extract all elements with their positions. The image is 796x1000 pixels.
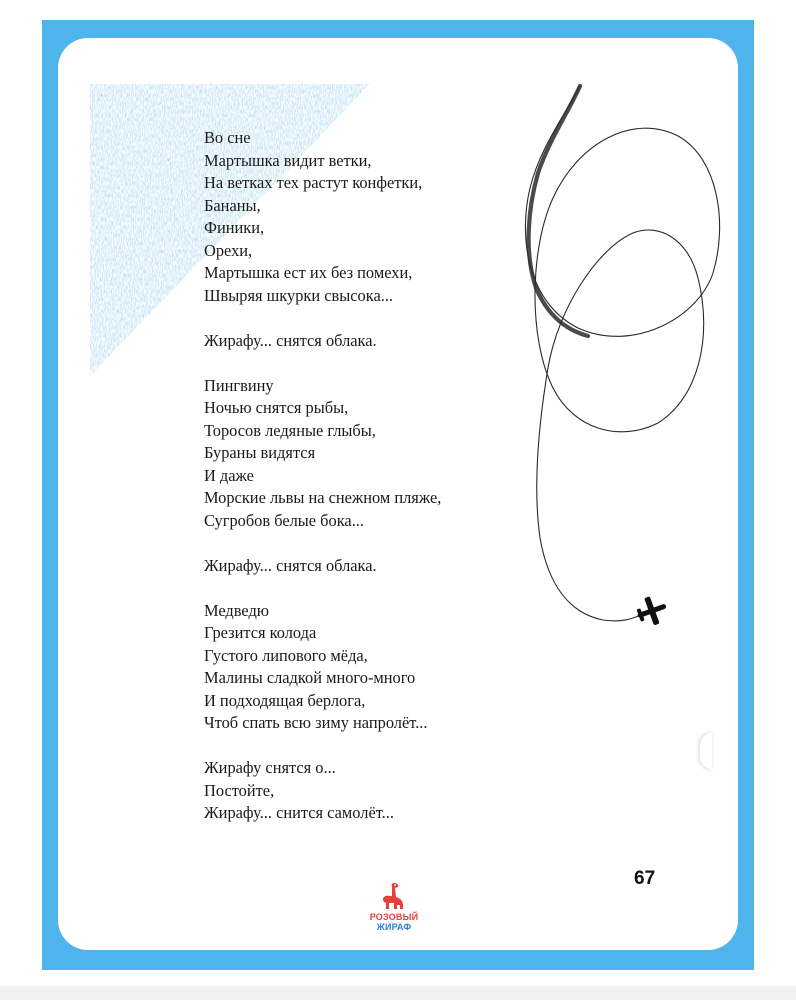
poem-line: Постойте, xyxy=(204,780,275,800)
page-number: 67 xyxy=(634,868,656,889)
poem-stanza xyxy=(204,127,584,307)
giraffe-logo-icon xyxy=(380,881,406,911)
poem-line: Бананы, xyxy=(204,195,261,215)
publisher-logo xyxy=(364,881,424,941)
poem-line: На ветках тех растут конфетки, xyxy=(204,173,423,192)
publisher-name-line1: РОЗОВЫЙ xyxy=(369,912,419,922)
airplane-icon xyxy=(633,591,673,631)
poem-line: Торосов ледяные глыбы, xyxy=(204,420,376,440)
poem-stanza xyxy=(204,600,584,735)
poem-line: Чтоб спать всю зиму напролёт... xyxy=(204,713,428,732)
poem-stanza xyxy=(204,375,584,533)
poem-line: Бураны видятся xyxy=(204,443,316,462)
poem-line: Сугробов белые бока... xyxy=(204,510,364,530)
poem-line: Медведю xyxy=(204,600,270,620)
poem-line: Грезится колода xyxy=(204,623,317,642)
poem-line: Ночью снятся рыбы, xyxy=(204,398,349,417)
poem-line: Во сне xyxy=(204,128,251,147)
poem-line: Мартышка ест их без помехи, xyxy=(204,263,413,282)
poem-line: Малины сладкой много-много xyxy=(204,668,416,687)
poem-line: И даже xyxy=(204,465,254,485)
publisher-name xyxy=(364,912,424,932)
poem-line: И подходящая берлога, xyxy=(204,690,366,710)
poem-line: Мартышка видит ветки, xyxy=(204,150,372,170)
poem-line: Жирафу... снятся облака. xyxy=(204,555,377,575)
poem-line: Жирафу снятся о... xyxy=(204,758,336,777)
poem-stanza xyxy=(204,555,584,578)
poem-line: Морские львы на снежном пляже, xyxy=(204,488,442,507)
poem-line: Жирафу... снится самолёт... xyxy=(204,803,394,822)
bottom-strip xyxy=(0,986,796,1000)
poem-line: Орехи, xyxy=(204,240,253,260)
publisher-name-line2: ЖИРАФ xyxy=(376,922,412,932)
poem-stanza xyxy=(204,757,584,825)
poem-line: Пингвину xyxy=(204,375,274,395)
poem-text xyxy=(204,127,584,847)
poem-line: Финики, xyxy=(204,218,265,237)
poem-stanza xyxy=(204,330,584,353)
poem-line: Густого липового мёда, xyxy=(204,645,368,665)
poem-line: Жирафу... снятся облака. xyxy=(204,330,377,350)
side-scroll-handle[interactable] xyxy=(700,733,712,769)
book-page xyxy=(58,38,738,950)
poem-line: Швыряя шкурки свысока... xyxy=(204,285,394,305)
